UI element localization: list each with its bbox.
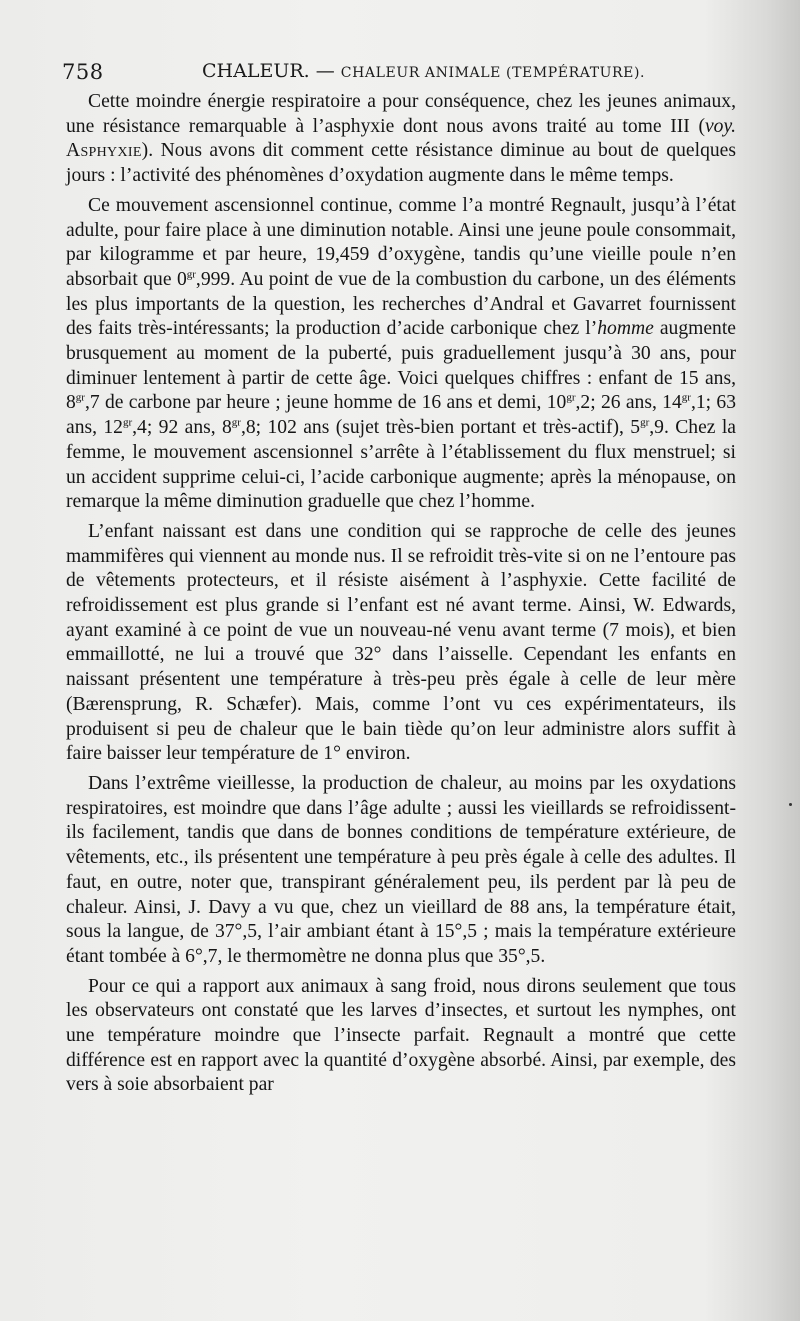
text-segment: Ce mouvement ascensionnel continue, comme l’a montré Regnault, jusqu’à l’état adulte, pour faire place à une diminution notable. Ainsi une jeune poule consommait, par kilogramme et par heure, 19,459 d’oxygène, tandis qu’une vieille poule n’en absorbait que 0	[66, 194, 736, 290]
text-segment: Cette moindre énergie respiratoire a pour conséquence, chez les jeunes animaux, une résistance remarquable à l’asphyxie dont nous avons traité au tome III (	[66, 91, 736, 137]
italic-term: homme	[597, 318, 654, 340]
paragraph-old-age	[66, 772, 736, 970]
italic-reference: voy.	[704, 115, 736, 137]
text-segment: ). Nous avons dit comment cette résistance diminue au bout de quelques jours : l’activité des phénomènes d’oxydation augmente dans le même temps.	[66, 140, 736, 187]
paragraph-newborn	[66, 520, 736, 767]
paragraph-ascending-movement	[66, 194, 736, 515]
header-subtitle: CHALEUR ANIMALE (TEMPÉRATURE).	[340, 65, 646, 81]
unit-superscript: gr	[566, 391, 576, 404]
text-segment: augmente brusquement au moment de la puberté, puis graduellement jusqu’à 30 ans, pour diminuer lentement à partir de cette âge. Voici quelques chiffres : enfant de 15 ans, 8	[66, 318, 736, 414]
body-text	[66, 90, 736, 1098]
unit-superscript: gr	[75, 391, 85, 404]
margin-speck	[789, 803, 792, 806]
unit-superscript: gr	[122, 416, 133, 429]
text-segment: ,7 de carbone par heure ; jeune homme de 16 ans et demi, 10	[84, 392, 567, 414]
text-segment: Dans l’extrême vieillesse, la production de chaleur, au moins par les oxydations respiratoires, est moindre que dans l’âge adulte ; aussi les vieillards se refroidissent-ils facilement, tandis que dans de bonnes conditions de température extérieure, de vêtements, etc., ils présentent une température à peu près égale à celle des adultes. Il faut, en outre, noter que, transpirant généralement peu, ils perdent par là peu de chaleur. Ainsi, J. Davy a vu que, chez un vieillard de 88 ans, la température était, sous la langue, de 37°,5, l’air ambiant étant à 15°,5 ; mais la température extérieure étant tombée à 6°,7, le thermomètre ne donna plus que 35°,5.	[66, 772, 736, 967]
unit-superscript: gr	[681, 391, 691, 404]
text-segment: ,4; 92 ans, 8	[132, 417, 232, 439]
running-title	[202, 60, 645, 82]
text-segment: ,999. Au point de vue de la combustion du carbone, un des éléments les plus importants de la question, les recherches d’Andral et Gavarret fournissent des faits très-intéressants; la production d’acide carbonique chez l’	[66, 268, 736, 340]
text-segment: ,8; 102 ans (sujet très-bien portant et très-actif), 5	[240, 417, 641, 439]
page-number: 758	[62, 60, 104, 84]
running-header	[62, 56, 762, 88]
unit-superscript: gr	[186, 268, 196, 281]
text-segment: Pour ce qui a rapport aux animaux à sang froid, nous dirons seulement que tous les observateurs ont constaté que les larves d’insectes, et surtout les nymphes, ont une température moindre que l’insecte parfait. Regnault a montré que cette différence est en rapport avec la quantité d’oxygène absorbé. Ainsi, par exemple, des vers à soie absorbaient par	[66, 975, 736, 1096]
text-segment: L’enfant naissant est dans une condition qui se rapproche de celle des jeunes mammifères qui viennent au monde nus. Il se refroidit très-vite si on ne l’entoure pas de vêtements protecteurs, et il résiste aisément à l’asphyxie. Cette facilité de refroidissement est plus grande si l’enfant est né avant terme. Ainsi, W. Edwards, ayant examiné à ce point de vue un nouveau-né venu avant terme (7 mois), et bien emmaillotté, ne lui a trouvé que 32° dans l’aisselle. Cependant les enfants en naissant présentent une température à très-peu près égale à celle de leur mère (Bærensprung, R. Schæfer). Mais, comme l’ont vu ces expérimentateurs, ils produisent si peu de chaleur que le bain tiède qu’on leur administre alors suffit à faire baisser leur température de 1° environ.	[66, 520, 736, 765]
unit-superscript: gr	[640, 416, 650, 429]
text-segment: ,9. Chez la femme, le mouvement ascensionnel s’arrête à l’établissement du flux menstruel; si un accident supprime celui-ci, l’acide carbonique augmente; après la ménopause, on remarque la même diminution graduelle que chez l’homme.	[66, 417, 736, 513]
text-segment: ,2; 26 ans, 14	[575, 392, 682, 414]
header-dash: —	[309, 60, 341, 82]
paragraph-respiratory-energy	[66, 90, 736, 189]
cross-reference: Asphyxie	[66, 140, 142, 162]
header-title: CHALEUR.	[202, 60, 310, 82]
paragraph-cold-blooded	[66, 975, 736, 1099]
text-segment: ,1; 63 ans, 12	[66, 392, 736, 439]
unit-superscript: gr	[231, 416, 241, 429]
